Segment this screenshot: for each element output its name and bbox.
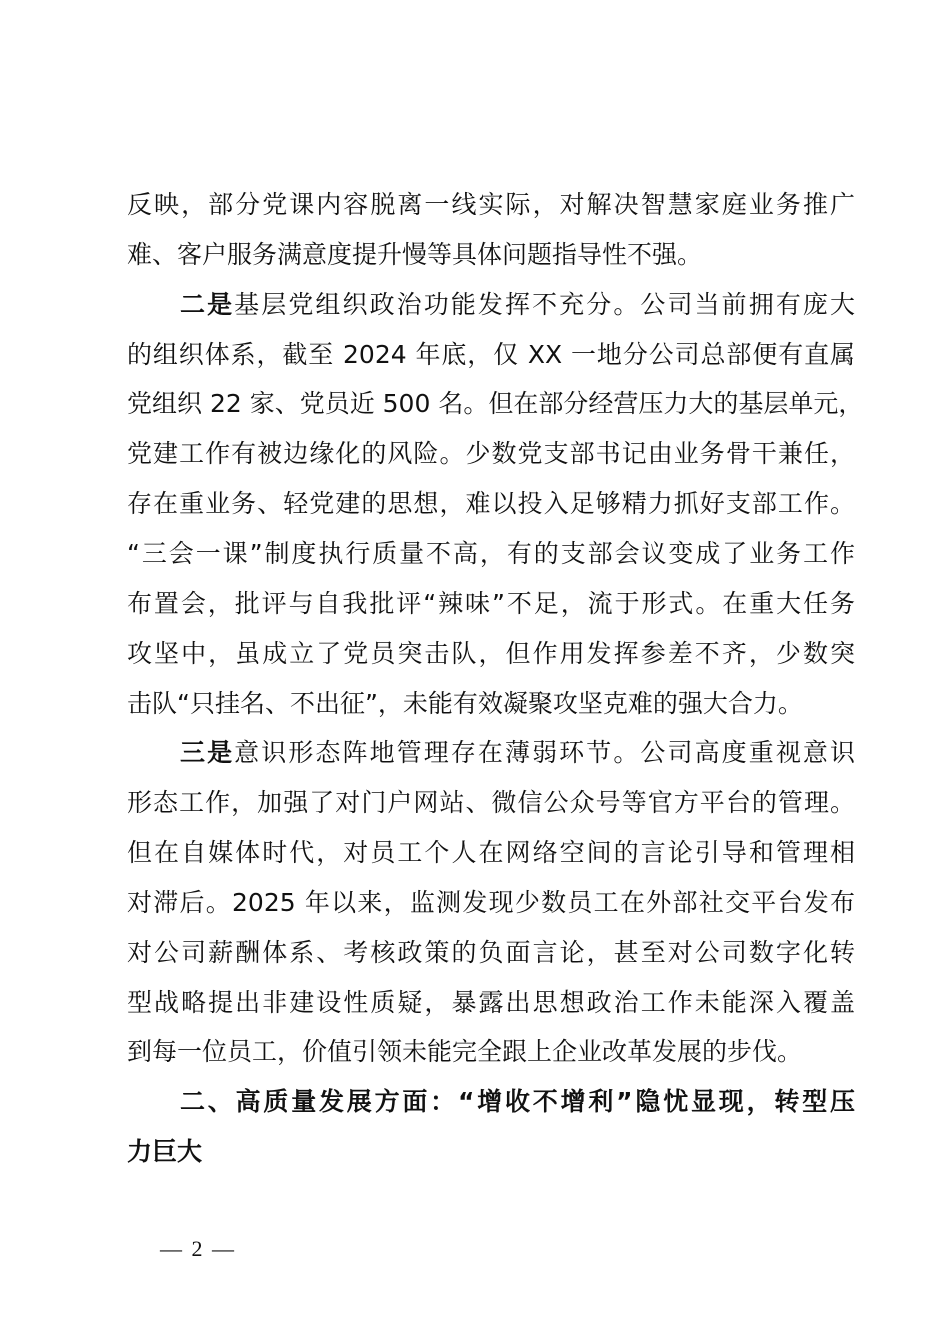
line-text: 反映，部分党课内容脱离一线实际，对解决智慧家庭业务推广 — [127, 190, 855, 219]
paragraph-line — [127, 878, 855, 928]
paragraph-line — [127, 330, 855, 380]
paragraph-line — [127, 230, 855, 280]
line-text: 力巨大 — [127, 1137, 203, 1167]
paragraph-line — [127, 679, 855, 729]
line-text: 难、客户服务满意度提升慢等具体问题指导性不强。 — [127, 239, 703, 269]
paragraph-line — [127, 529, 855, 579]
paragraph-line — [127, 180, 855, 230]
paragraph-line — [127, 379, 864, 429]
paragraph-line — [127, 579, 855, 629]
line-text: 对滞后。2025 年以来，监测发现少数员工在外部社交平台发布 — [127, 887, 855, 917]
line-text: 但在自媒体时代，对员工个人在网络空间的言论引导和管理相 — [127, 838, 855, 868]
line-text: 对公司薪酬体系、考核政策的负面言论，甚至对公司数字化转 — [127, 937, 855, 967]
line-text: 党建工作有被边缘化的风险。少数党支部书记由业务骨干兼任， — [127, 439, 855, 469]
line-text: 党组织 22 家、党员近 500 名。但在部分经营压力大的基层单元， — [127, 389, 864, 419]
line-text: “三会一课”制度执行质量不高，有的支部会议变成了业务工作 — [127, 538, 855, 568]
paragraph-line — [127, 1027, 855, 1077]
line-text: 击队“只挂名、不出征”，未能有效凝聚攻坚克难的强大合力。 — [127, 688, 803, 718]
line-text: 攻坚中，虽成立了党员突击队，但作用发挥参差不齐，少数突 — [127, 638, 855, 668]
line-text: 意识形态阵地管理存在薄弱环节。公司高度重视意识 — [234, 738, 855, 768]
paragraph-line — [127, 479, 855, 529]
line-text: 形态工作，加强了对门户网站、微信公众号等官方平台的管理。 — [127, 788, 855, 818]
line-text: 型战略提出非建设性质疑，暴露出思想政治工作未能深入覆盖 — [127, 987, 855, 1017]
line-text: 存在重业务、轻党建的思想，难以投入足够精力抓好支部工作。 — [127, 489, 855, 519]
section-heading-line — [180, 1077, 855, 1127]
paragraph-line — [127, 629, 855, 679]
paragraph-line — [127, 828, 855, 878]
paragraph-line — [180, 728, 855, 778]
paragraph-line — [127, 778, 855, 828]
paragraph-line — [127, 928, 855, 978]
line-text: 布置会，批评与自我批评“辣味”不足，流于形式。在重大任务 — [127, 588, 855, 618]
paragraph-lead: 三是 — [180, 738, 235, 768]
page-number: — 2 — — [160, 1236, 236, 1261]
line-text: 基层党组织政治功能发挥不充分。公司当前拥有庞大 — [234, 289, 855, 319]
paragraph-line — [180, 280, 855, 330]
paragraph-lead: 二是 — [180, 289, 235, 319]
paragraph-line — [127, 429, 855, 479]
line-text: 的组织体系，截至 2024 年底，仅 XX 一地分公司总部便有直属 — [127, 339, 855, 369]
section-heading-line — [127, 1127, 855, 1177]
line-text: 二、高质量发展方面：“增收不增利”隐忧显现，转型压 — [180, 1087, 855, 1117]
paragraph-line — [127, 978, 855, 1028]
line-text: 到每一位员工，价值引领未能完全跟上企业改革发展的步伐。 — [127, 1037, 803, 1067]
